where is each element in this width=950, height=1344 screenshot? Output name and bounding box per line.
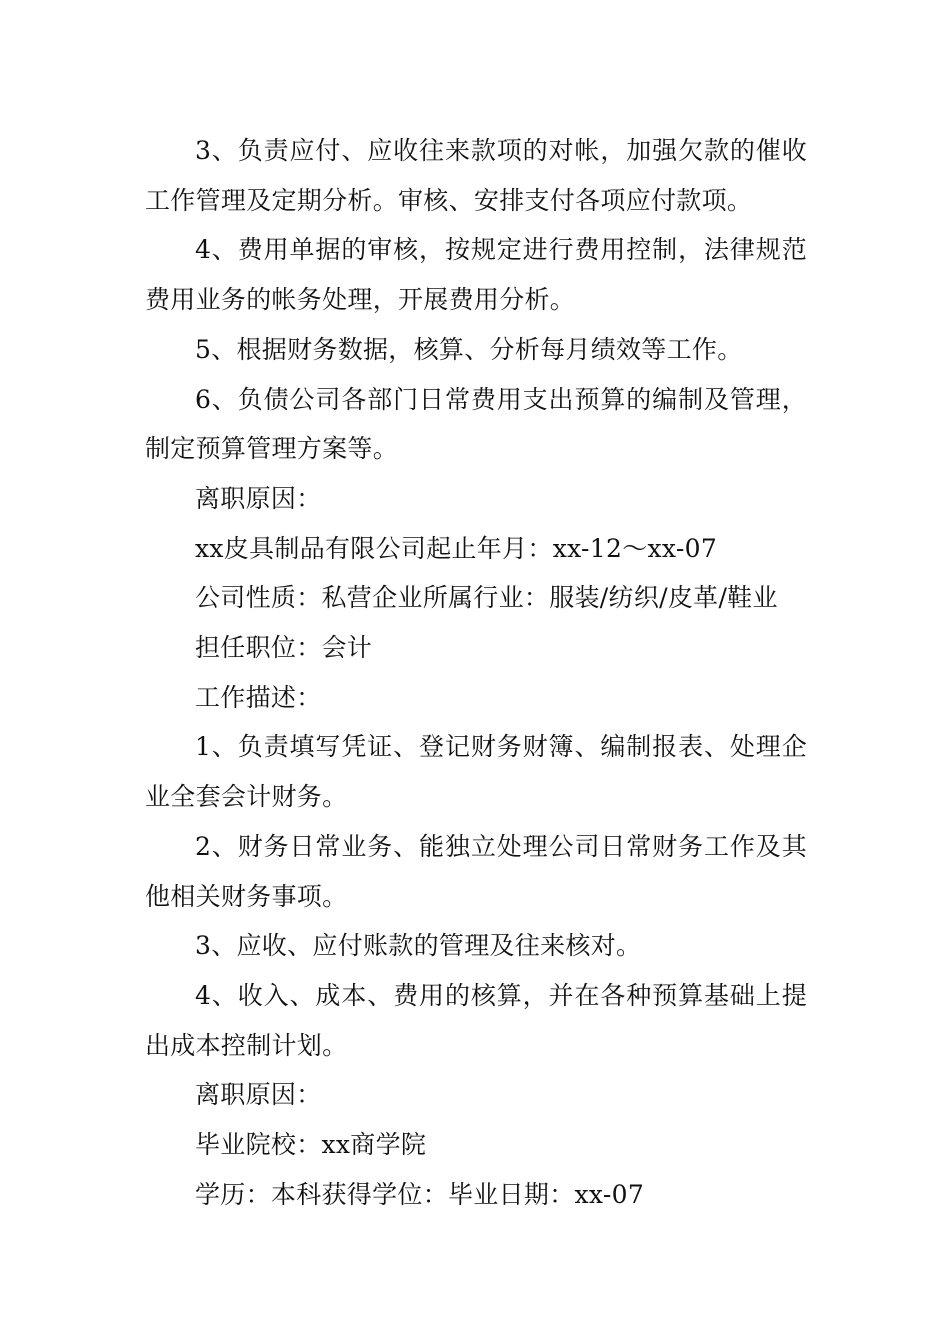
paragraph-company-period: xx皮具制品有限公司起止年月：xx-12～xx-07 <box>195 533 718 563</box>
paragraph-leave-reason-2: 离职原因： <box>195 1080 322 1110</box>
paragraph-task-3-accounts: 3、应收、应付账款的管理及往来核对。 <box>195 931 642 961</box>
paragraph-task-1-vouchers: 1、负责填写凭证、登记财务财簿、编制报表、处理企业全套会计财务。 <box>145 732 807 812</box>
paragraph-duty-6-budget: 6、负债公司各部门日常费用支出预算的编制及管理，制定预算管理方案等。 <box>145 384 807 464</box>
paragraph-school: 毕业院校：xx商学院 <box>195 1130 427 1160</box>
paragraph-company-nature: 公司性质：私营企业所属行业：服装/纺织/皮革/鞋业 <box>195 583 778 613</box>
paragraph-duty-3-reconciliation: 3、负责应付、应收往来款项的对帐，加强欠款的催收工作管理及定期分析。审核、安排支付各项应付款项。 <box>145 136 807 215</box>
paragraph-leave-reason-1: 离职原因： <box>195 483 322 513</box>
paragraph-position: 担任职位：会计 <box>195 633 373 663</box>
paragraph-duty-5-performance: 5、根据财务数据，核算、分析每月绩效等工作。 <box>195 334 743 364</box>
paragraph-task-4-cost-control: 4、收入、成本、费用的核算，并在各种预算基础上提出成本控制计划。 <box>145 980 807 1060</box>
document-body <box>145 126 807 1219</box>
paragraph-duty-4-expense-review: 4、费用单据的审核，按规定进行费用控制，法律规范费用业务的帐务处理，开展费用分析。 <box>145 235 807 315</box>
paragraph-education: 学历：本科获得学位：毕业日期：xx-07 <box>195 1179 645 1209</box>
paragraph-job-description-heading: 工作描述： <box>195 682 322 712</box>
paragraph-task-2-daily-finance: 2、财务日常业务、能独立处理公司日常财务工作及其他相关财务事项。 <box>145 831 807 911</box>
